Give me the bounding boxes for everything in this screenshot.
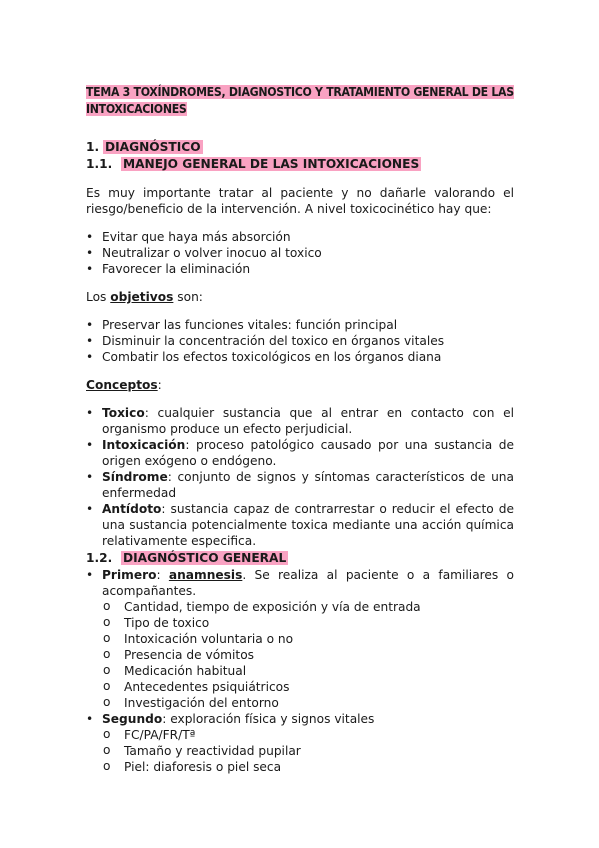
- concept-definition: : proceso patológico causado por una sustancia de origen exógeno o endógeno.: [102, 438, 514, 468]
- toxicokinetic-list: [86, 229, 514, 277]
- section-number: 1.1.: [86, 157, 113, 171]
- conceptos-label: Conceptos: [86, 378, 158, 392]
- concept-term: Intoxicación: [102, 438, 186, 452]
- concept-item: [86, 469, 514, 501]
- primero-sublist: [86, 599, 514, 711]
- diagnostico-general-list: [86, 567, 514, 775]
- title-line-1: TEMA 3 TOXÍNDROMES, DIAGNOSTICO Y TRATAMIENTO GENERAL DE LAS: [86, 85, 514, 99]
- section-label: DIAGNÓSTICO GENERAL: [123, 551, 287, 565]
- segundo-item: [86, 711, 514, 775]
- sub-list-item: o Investigación del entorno: [86, 695, 514, 711]
- objetivos-keyword: objetivos: [110, 290, 174, 304]
- page-title: [86, 84, 514, 118]
- primero-item: [86, 567, 514, 711]
- primero-colon: :: [156, 568, 169, 582]
- section-label: DIAGNÓSTICO: [105, 140, 201, 154]
- segundo-term: Segundo: [102, 712, 163, 726]
- segundo-sublist: [86, 727, 514, 775]
- intro-paragraph: Es muy importante tratar al paciente y no dañarle valorando el riesgo/beneficio de la intervención. A nivel toxicocinético hay que:: [86, 186, 514, 216]
- concept-item: [86, 501, 514, 549]
- conceptos-colon: :: [157, 378, 162, 392]
- objetivos-list: [86, 317, 514, 365]
- title-line-2: INTOXICACIONES: [86, 102, 187, 116]
- objetivos-intro: [86, 289, 514, 305]
- concept-item: [86, 405, 514, 437]
- sub-list-item: o Tipo de toxico: [86, 615, 514, 631]
- sub-list-item: o Medicación habitual: [86, 663, 514, 679]
- conceptos-heading: [86, 377, 514, 393]
- list-item: • Disminuir la concentración del toxico en órganos vitales: [86, 333, 514, 349]
- primero-text: . Se realiza al paciente o a familiares o acompañantes.: [102, 568, 514, 598]
- sub-list-item: o Antecedentes psiquiátricos: [86, 679, 514, 695]
- section-label: MANEJO GENERAL DE LAS INTOXICACIONES: [123, 157, 420, 171]
- concept-definition: : cualquier sustancia que al entrar en contacto con el organismo produce un efecto perjudicial.: [102, 406, 514, 436]
- anamnesis-keyword: anamnesis: [168, 568, 243, 582]
- section-heading-1: [86, 139, 514, 156]
- objetivos-pre: Los: [86, 290, 111, 304]
- sub-list-item: o Presencia de vómitos: [86, 647, 514, 663]
- sub-list-item: o Cantidad, tiempo de exposición y vía de entrada: [86, 599, 514, 615]
- objetivos-post: son:: [173, 290, 203, 304]
- conceptos-list: [86, 405, 514, 549]
- concept-definition: : conjunto de signos y síntomas característicos de una enfermedad: [102, 470, 514, 500]
- primero-term: Primero: [102, 568, 157, 582]
- concept-term: Toxico: [102, 406, 145, 420]
- sub-list-item: o Piel: diaforesis o piel seca: [86, 759, 514, 775]
- section-number: 1.: [86, 140, 100, 154]
- concept-item: [86, 437, 514, 469]
- list-item: • Preservar las funciones vitales: función principal: [86, 317, 514, 333]
- list-item: • Combatir los efectos toxicológicos en los órganos diana: [86, 349, 514, 365]
- list-item: • Favorecer la eliminación: [86, 261, 514, 277]
- concept-term: Síndrome: [102, 470, 168, 484]
- concept-term: Antídoto: [102, 502, 162, 516]
- list-item: • Neutralizar o volver inocuo al toxico: [86, 245, 514, 261]
- section-number: 1.2.: [86, 551, 113, 565]
- segundo-text: : exploración física y signos vitales: [162, 712, 375, 726]
- list-item: • Evitar que haya más absorción: [86, 229, 514, 245]
- document-page: [86, 84, 514, 775]
- section-heading-1-2: [86, 550, 514, 567]
- concept-definition: : sustancia capaz de contrarrestar o reducir el efecto de una sustancia potencialmente toxica mediante una acción química relativamente especifica.: [102, 502, 514, 548]
- sub-list-item: o Tamaño y reactividad pupilar: [86, 743, 514, 759]
- section-heading-1-1: [86, 156, 514, 173]
- sub-list-item: o Intoxicación voluntaria o no: [86, 631, 514, 647]
- sub-list-item: o FC/PA/FR/Tª: [86, 727, 514, 743]
